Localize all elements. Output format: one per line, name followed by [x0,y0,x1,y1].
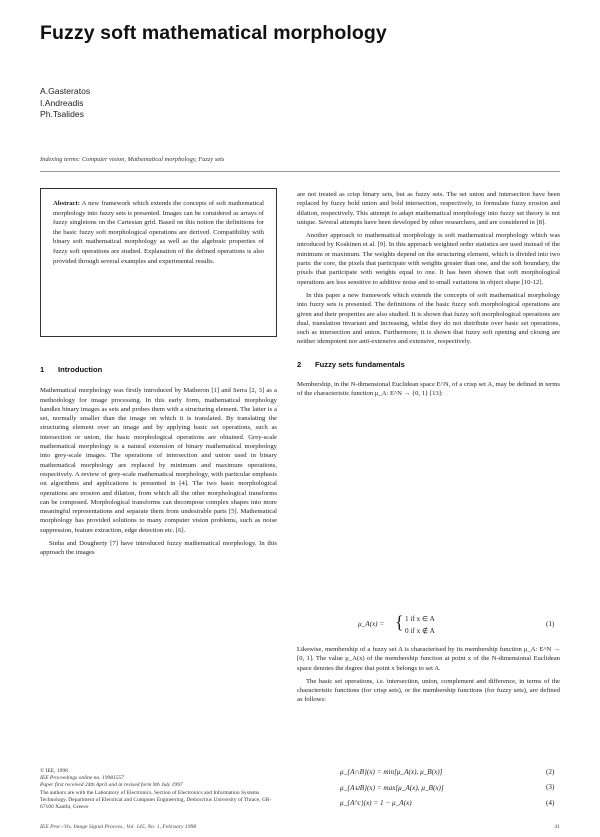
page-footer [40,824,560,830]
equation-number: (2) [546,768,555,776]
author-list [40,86,90,121]
fuzzy-paragraph: Membership, in the N-dimensional Euclidean space E^N, of a crisp set A, may be defined in terms of the characteristic function μ_A: E^N → {0, 1} [13]: [297,381,560,398]
abstract-box [40,188,277,337]
body-paragraph: are not treated as crisp binary sets, but as fuzzy sets. The set union and intersection have been replaced by fuzzy bold union and bold intersection, respectively, to formulate fuzzy erosion and dilation, respectively. This attempt to adapt mathematical morphology into fuzzy set theory is not unique. Several attempts have been developed by other researchers, and are considered in [8]. [297,191,560,226]
equation-1-brace: { [395,612,404,632]
equation-number: (4) [546,799,555,807]
abstract-label: Abstract: [53,200,80,207]
received-date-note: Paper first received 24th April and in revised form 9th July 1997 [40,782,183,789]
fuzzy-paragraph: Likewise, membership of a fuzzy set A is characterised by its membership function μ_A: E^N → [0, 1]. The value μ_A(x) of the membership function at point x of the N-dimensional Euclidean space denotes the degree that point x belongs to set A. [297,646,560,672]
indexing-terms: Indexing terms: Computer vision, Mathematical morphology, Fuzzy sets [40,156,225,163]
equation-2: μ_{A∩B}(x) = min[μ_A(x), μ_B(x)] [340,768,443,776]
equation-number: (3) [546,783,555,791]
author-name: Ph.Tsalides [40,109,84,119]
body-paragraph: In this paper a new framework which extends the concepts of soft mathematical morphology into fuzzy sets is presented. The definitions of the basic fuzzy soft morphological operations are given and their properties are also studied. It is shown that fuzzy soft morphological operations are dual, translation invariant and increasing, whilst they do not distribute over basic set operations, such as intersection and union. Furthermore, it is shown that fuzzy soft opening and closing are neither idempotent nor anti-extensive and extensive, respectively. [297,291,560,346]
equation-1-case: 0 if x ∉ A [405,627,435,635]
section-heading-introduction [40,365,277,374]
online-number-note: IEE Proceedings online no. 19981557 [40,775,124,782]
equation-1-lhs: μ_A(x) = [358,620,385,628]
equation-number: (1) [546,620,555,628]
section-number: 1 [40,365,45,374]
intro-paragraph: Mathematical morphology was firstly introduced by Matheron [1] and Serra [2, 3] as a methodology for image processing. In this early form, mathematical morphology handles binary images as sets and probes them with a structuring element. The latter is a set, normally smaller than the image on which it is translated. By translating the structuring element over an image and by applying basic set operations, such as intersection or union, the basic morphological operations are obtained. Grey-scale mathematical morphology is a natural extension of binary mathematical morphology into grey-scale images. The operations of intersection and union used in binary mathematical morphology are replaced by minimum and maximum operations, respectively. A review of grey-scale mathematical morphology, with particular emphasis on algorithms and applications is presented in [4]. The two basic morphological operations are erosion and dilation, from which all the other morphological transforms can be composed. Morphological transforms can decompose complex shapes into more meaningful representations and separate them from undesirable parts [5]. Mathematical morphology has provided solutions to many computer vision problems, such as noise suppression, feature extraction, edge detection etc. [6]. [40,387,277,534]
section-title: Fuzzy sets fundamentals [315,359,405,369]
header-divider [40,171,560,172]
page-number: 41 [554,824,560,830]
affiliation-note: The authors are with the Laboratory of Electronics, Section of Electronics and Information Systems Technology, Department of Electrical and Computer Engineering, Democritus University of Thrace, GR-67100 Xanthi, Greece [40,789,272,811]
equation-3: μ_{A∪B}(x) = max[μ_A(x), μ_B(x)] [340,784,444,792]
abstract-text: A new framework which extends the concepts of soft mathematical morphology into fuzzy sets is presented. Images can be considered as arrays of fuzzy singletons on the Cartesian grid. Based on this notion the definitions for the basic fuzzy soft morphological operations are derived. Compatibility with binary soft mathematical morphology as well as the algebraic properties of fuzzy soft operations are studied. Explanation of the defined operations is also provided through several examples and experimental results. [53,200,264,265]
section-title: Introduction [58,365,103,374]
author-name: I.Andreadis [40,97,84,108]
right-column-continued [297,645,560,709]
fuzzy-paragraph: The basic set operations, i.e. intersection, union, complement and difference, in terms of the characteristic functions (for crisp sets), or the membership functions (for fuzzy sets), are defined as follows: [297,677,560,704]
body-paragraph: Another approach to mathematical morphology is soft mathematical morphology which was introduced by Koskinen et al. [9]. In this approach weighted order statistics are used instead of the minimum or maximum. The weights depend on the structuring element, which is divided into two parts: the core, the pixels that participate with weights greater than one, and the soft boundary, the pixels that participate with weights equal to one. It has been shown that soft morphological operations are less sensitive to additive noise and to small variations in object shape [10-12]. [297,232,560,286]
equation-4: μ_{A^c}(x) = 1 − μ_A(x) [340,799,412,807]
intro-paragraph: Sinha and Dougherty [7] have introduced fuzzy mathematical morphology. In this approach the images [40,540,277,557]
section-number: 2 [297,359,302,369]
left-column [40,365,277,562]
section-heading-fuzzy-sets [297,360,560,369]
copyright-note: © IEE, 1998 [40,768,68,774]
author-name: A.Gasteratos [40,86,91,96]
footnotes [40,768,277,811]
right-column [297,190,560,403]
journal-citation: IEE Proc.-Vis. Image Signal Process., Vol. 145, No. 1, February 1998 [40,824,197,830]
equation-1-case: 1 if x ∈ A [405,615,435,623]
paper-title: Fuzzy soft mathematical morphology [40,22,387,44]
